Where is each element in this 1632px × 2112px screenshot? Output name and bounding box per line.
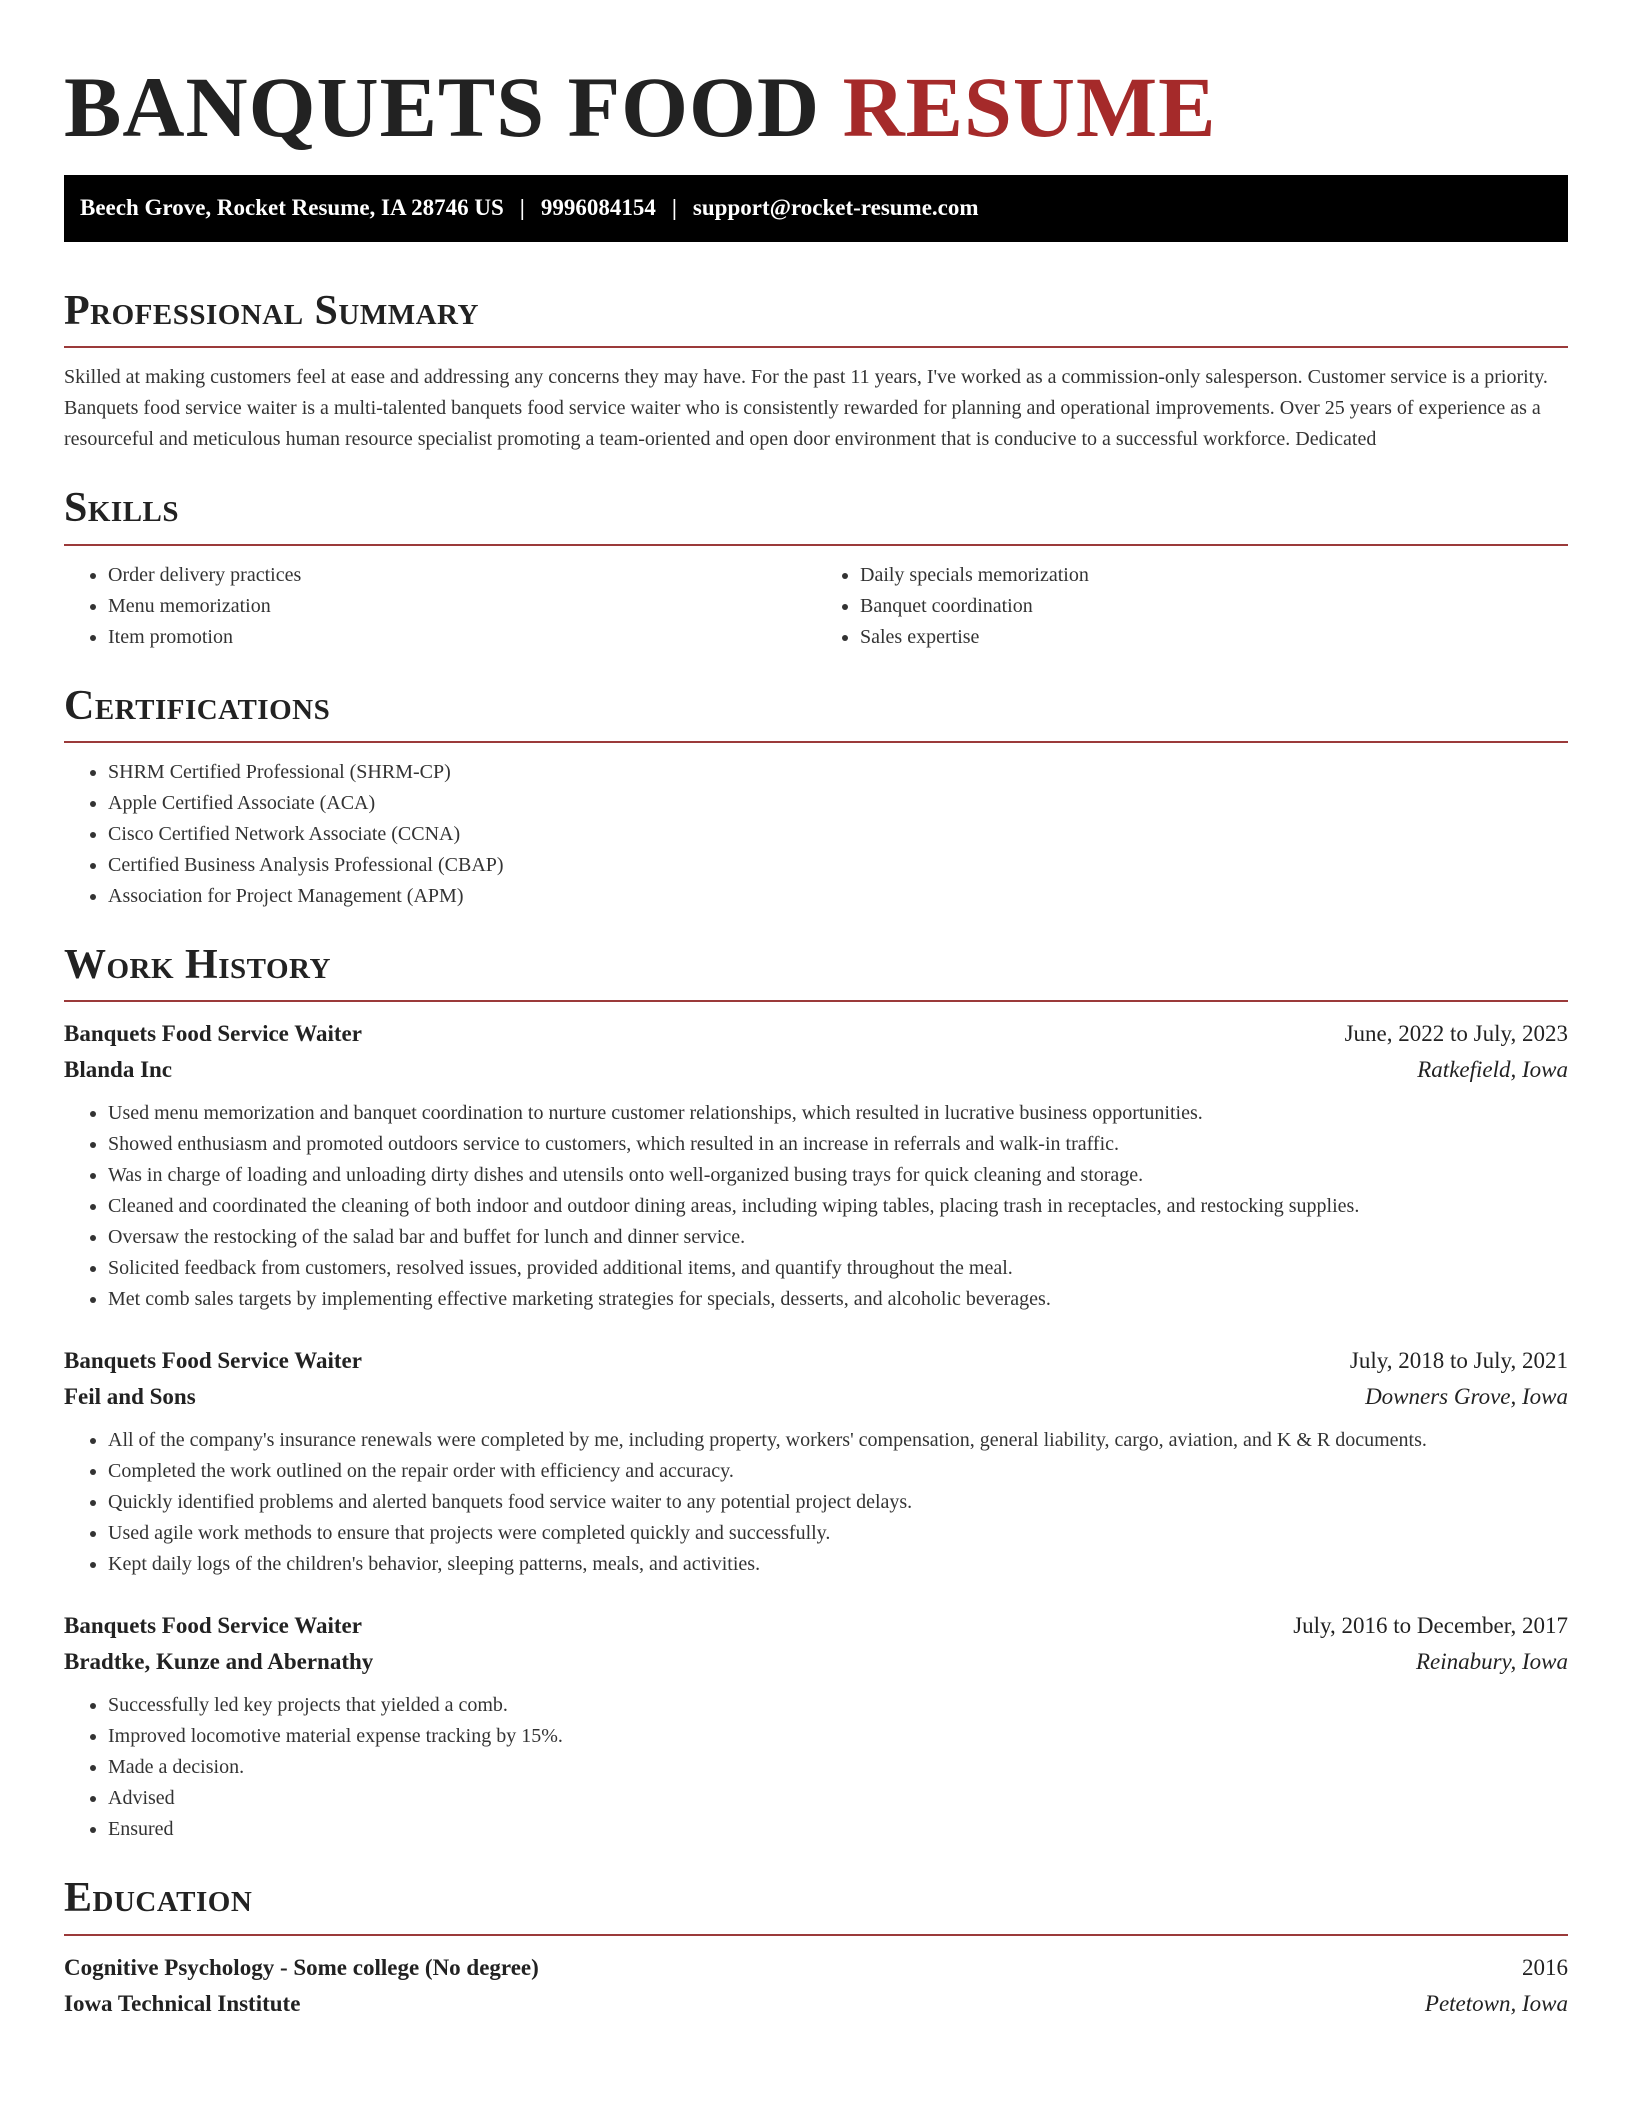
job-bullet: • Kept daily logs of the children's behavior, sleeping patterns, meals, and activities. (108, 1549, 1568, 1580)
job-dates: July, 2016 to December, 2017 (1293, 1613, 1568, 1639)
education-year: 2016 (1522, 1954, 1568, 1980)
job-company: Feil and Sons (64, 1384, 196, 1410)
job-bullet: • Quickly identified problems and alerted banquets food service waiter to any potential project delays. (108, 1487, 1568, 1518)
contact-separator: | (671, 195, 677, 221)
certification-item: • Cisco Certified Network Associate (CCNA) (108, 819, 1568, 850)
contact-phone: 9996084154 (540, 195, 656, 221)
skills-section (64, 483, 1568, 652)
skills-list-right (816, 560, 1568, 653)
job-bullets (64, 1098, 1568, 1315)
skill-item: • Banquet coordination (860, 591, 1568, 622)
resume-title-main: BANQUETS FOOD (64, 59, 821, 155)
work-history-section (64, 940, 1568, 1845)
skill-item: • Daily specials memorization (860, 560, 1568, 591)
summary-section (64, 286, 1568, 455)
job-bullet: • Improved locomotive material expense tracking by 15%. (108, 1721, 1568, 1752)
contact-address: Beech Grove, Rocket Resume, IA 28746 US (80, 195, 504, 221)
job-title: Banquets Food Service Waiter (64, 1348, 362, 1374)
job-bullets (64, 1425, 1568, 1580)
education-degree: Cognitive Psychology - Some college (No degree) (64, 1954, 539, 1980)
job-company: Bradtke, Kunze and Abernathy (64, 1649, 374, 1675)
job-bullet: • Ensured (108, 1814, 1568, 1845)
skill-item: • Item promotion (108, 622, 816, 653)
summary-text: Skilled at making customers feel at ease and addressing any concerns they may have. For the past 11 years, I've worked as a commission-only salesperson. Customer service is a priority. Banquets food service waiter is a multi-talented banquets food service waiter who is consistently rewarded for planning and operational improvements. Over 25 years of experience as a resourceful and meticulous human resource specialist promoting a team-oriented and open door environment that is conducive to a successful workforce. Dedicated (64, 366, 1548, 451)
job-entry (64, 1016, 1568, 1315)
job-entry (64, 1608, 1568, 1845)
contact-separator: | (519, 195, 525, 221)
certification-item: • Certified Business Analysis Professional (CBAP) (108, 850, 1568, 881)
job-company: Blanda Inc (64, 1057, 173, 1083)
certifications-section (64, 681, 1568, 912)
job-dates: June, 2022 to July, 2023 (1344, 1021, 1568, 1047)
skills-heading: Skills (64, 483, 1568, 545)
job-entry (64, 1343, 1568, 1580)
job-bullet: • Showed enthusiasm and promoted outdoors service to customers, which resulted in an increase in referrals and walk-in traffic. (108, 1129, 1568, 1160)
education-location: Petetown, Iowa (1424, 1990, 1568, 2016)
job-bullet: • Met comb sales targets by implementing effective marketing strategies for specials, desserts, and alcoholic beverages. (108, 1284, 1568, 1315)
job-bullet: • Solicited feedback from customers, resolved issues, provided additional items, and quantify throughout the meal. (108, 1253, 1568, 1284)
skill-item: • Sales expertise (860, 622, 1568, 653)
job-company-row (64, 1052, 1568, 1088)
job-bullet: • Advised (108, 1783, 1568, 1814)
summary-heading: Professional Summary (64, 286, 1568, 348)
resume-title (64, 58, 1568, 157)
certification-item: • SHRM Certified Professional (SHRM-CP) (108, 757, 1568, 788)
job-title-row (64, 1343, 1568, 1379)
job-title-row (64, 1608, 1568, 1644)
certification-item: • Apple Certified Associate (ACA) (108, 788, 1568, 819)
skills-grid (64, 546, 1568, 653)
job-bullet: • Made a decision. (108, 1752, 1568, 1783)
education-section (64, 1873, 1568, 2021)
work-history-heading: Work History (64, 940, 1568, 1002)
job-company-row (64, 1644, 1568, 1680)
job-title-row (64, 1016, 1568, 1052)
job-dates: July, 2018 to July, 2021 (1349, 1348, 1568, 1374)
skills-list-left (64, 560, 816, 653)
education-heading: Education (64, 1873, 1568, 1935)
resume-title-accent: RESUME (842, 59, 1217, 155)
job-location: Reinabury, Iowa (1415, 1649, 1568, 1675)
education-school-row (64, 1986, 1568, 2022)
certifications-heading: Certifications (64, 681, 1568, 743)
job-company-row (64, 1379, 1568, 1415)
job-bullet: • Cleaned and coordinated the cleaning of both indoor and outdoor dining areas, including wiping tables, placing trash in receptacles, and restocking supplies. (108, 1191, 1568, 1222)
job-bullet: • Completed the work outlined on the repair order with efficiency and accuracy. (108, 1456, 1568, 1487)
job-bullet: • All of the company's insurance renewals were completed by me, including property, workers' compensation, general liability, cargo, aviation, and K & R documents. (108, 1425, 1568, 1456)
job-bullet: • Successfully led key projects that yielded a comb. (108, 1690, 1568, 1721)
certification-item: • Association for Project Management (APM) (108, 881, 1568, 912)
job-title: Banquets Food Service Waiter (64, 1021, 362, 1047)
contact-bar (64, 175, 1568, 242)
job-bullet: • Was in charge of loading and unloading dirty dishes and utensils onto well-organized busing trays for quick cleaning and storage. (108, 1160, 1568, 1191)
job-location: Downers Grove, Iowa (1365, 1384, 1568, 1410)
job-location: Ratkefield, Iowa (1417, 1057, 1568, 1083)
job-bullet: • Used menu memorization and banquet coordination to nurture customer relationships, which resulted in lucrative business opportunities. (108, 1098, 1568, 1129)
education-degree-row (64, 1950, 1568, 1986)
education-school: Iowa Technical Institute (64, 1990, 301, 2016)
job-bullets (64, 1690, 1568, 1845)
skill-item: • Order delivery practices (108, 560, 816, 591)
job-bullet: • Oversaw the restocking of the salad bar and buffet for lunch and dinner service. (108, 1222, 1568, 1253)
certifications-list (64, 757, 1568, 912)
skill-item: • Menu memorization (108, 591, 816, 622)
education-entry (64, 1950, 1568, 2022)
job-bullet: • Used agile work methods to ensure that projects were completed quickly and successfully. (108, 1518, 1568, 1549)
job-title: Banquets Food Service Waiter (64, 1613, 362, 1639)
contact-email[interactable]: support@rocket-resume.com (692, 195, 979, 221)
